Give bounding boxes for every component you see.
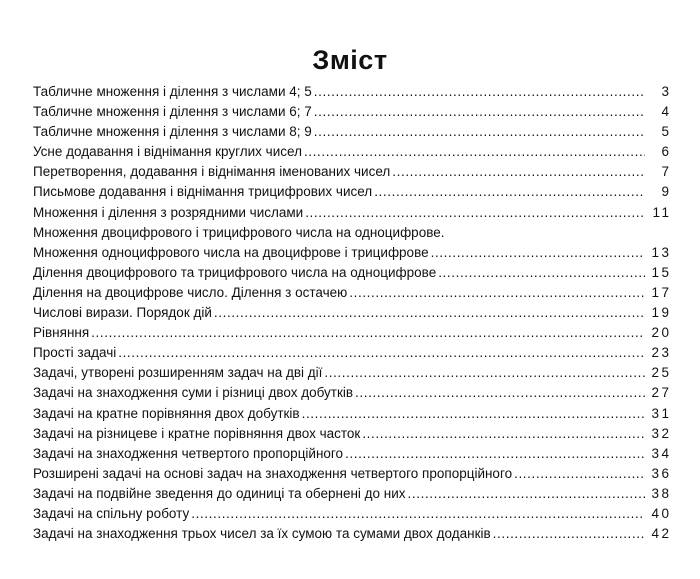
dot-leader	[362, 424, 644, 444]
dot-leader	[214, 303, 645, 323]
toc-entry-title: Задачі на різницеве і кратне порівняння двох часток	[33, 425, 361, 441]
toc-entry	[33, 303, 672, 323]
toc-page-number: 3	[661, 84, 672, 99]
toc-entry-title: Табличне множення і ділення з числами 4; 5	[33, 84, 312, 99]
toc-entry-title: Усне додавання і віднімання круглих чисел	[33, 144, 302, 160]
toc-page-number: 13	[651, 244, 672, 260]
toc-entry-title: Множення одноцифрового числа на двоцифрове і трицифрове	[33, 244, 429, 260]
toc-page-number: 20	[651, 325, 672, 341]
toc-entry	[33, 343, 672, 363]
table-of-contents	[33, 82, 672, 544]
dot-leader	[408, 484, 645, 504]
toc-entry-title: Числові вирази. Порядок дій	[33, 305, 212, 321]
dot-leader	[392, 162, 644, 182]
toc-entry-title: Множення двоцифрового і трицифрового числа на одноцифрове.	[33, 224, 445, 240]
dot-leader	[324, 363, 644, 383]
toc-entry-title: Задачі, утворені розширенням задач на дві дії	[33, 365, 323, 381]
toc-entry-title: Задачі на знаходження суми і різниці двох добутків	[33, 385, 354, 401]
toc-page-number: 32	[651, 425, 672, 441]
toc-page-number: 25	[651, 365, 672, 381]
toc-entry	[33, 484, 672, 504]
toc-entry-title: Табличне множення і ділення з числами 6; 7	[33, 104, 312, 120]
toc-page-number: 42	[651, 526, 672, 542]
dot-leader	[118, 343, 644, 363]
toc-page-number: 15	[651, 264, 672, 280]
toc-entry	[33, 243, 672, 263]
toc-entry	[33, 464, 672, 484]
toc-page-number: 19	[651, 305, 672, 321]
toc-entry-title: Задачі на знаходження трьох чисел за їх сумою та сумами двох доданків	[33, 526, 491, 542]
toc-entry-title: Табличне множення і ділення з числами 8; 9	[33, 124, 312, 140]
toc-page-number: 6	[661, 144, 672, 160]
dot-leader	[355, 383, 644, 403]
toc-entry	[33, 142, 672, 162]
toc-page-number: 31	[651, 405, 672, 421]
toc-entry-title: Множення і ділення з розрядними числами	[33, 204, 304, 220]
toc-entry	[33, 263, 672, 283]
toc-entry-title: Розширені задачі на основі задач на знаходження четвертого пропорційного	[33, 465, 513, 481]
dot-leader	[314, 82, 645, 102]
toc-entry-title: Задачі на кратне порівняння двох добутків	[33, 405, 300, 421]
toc-entry	[33, 82, 672, 102]
dot-leader	[191, 504, 644, 524]
toc-entry	[33, 383, 672, 403]
toc-entry-title: Ділення на двоцифрове число. Ділення з остачею	[33, 284, 348, 300]
toc-entry	[33, 283, 672, 303]
toc-entry	[33, 404, 672, 424]
dot-leader	[314, 122, 645, 142]
toc-page-number: 9	[661, 184, 672, 200]
toc-entry-title: Задачі на подвійне зведення до одиниці та обернені до них	[33, 485, 406, 501]
toc-page-number: 4	[661, 104, 672, 120]
toc-page-number: 5	[661, 124, 672, 140]
dot-leader	[514, 464, 644, 484]
toc-page-number: 36	[651, 465, 672, 481]
dot-leader	[349, 283, 644, 303]
dot-leader	[345, 444, 644, 464]
toc-entry	[33, 122, 672, 142]
toc-page-number: 17	[651, 284, 672, 300]
toc-entry	[33, 504, 672, 524]
toc-entry	[33, 203, 672, 223]
toc-entry	[33, 182, 672, 202]
toc-entry	[33, 102, 672, 122]
toc-page-number: 23	[651, 345, 672, 361]
toc-page-number: 38	[651, 485, 672, 501]
toc-page-number: 11	[652, 204, 672, 220]
toc-entry	[33, 444, 672, 464]
dot-leader	[438, 263, 644, 283]
dot-leader	[493, 524, 645, 544]
toc-entry	[33, 223, 669, 243]
toc-entry-title: Задачі на спільну роботу	[33, 505, 190, 521]
toc-entry	[33, 323, 672, 343]
dot-leader	[91, 323, 644, 343]
dot-leader	[302, 404, 645, 424]
toc-entry	[33, 363, 672, 383]
dot-leader	[304, 142, 645, 162]
toc-page-number: 34	[651, 445, 672, 461]
toc-page-number: 27	[651, 385, 672, 401]
toc-page-number: 7	[661, 164, 672, 180]
dot-leader	[314, 102, 645, 122]
dot-leader	[374, 182, 644, 202]
toc-entry	[33, 162, 672, 182]
toc-page-number: 40	[651, 505, 672, 521]
toc-entry-title: Перетворення, додавання і віднімання іменованих чисел	[33, 164, 391, 180]
dot-leader	[305, 203, 644, 223]
page-title: Зміст	[312, 45, 388, 75]
dot-leader	[431, 243, 645, 263]
toc-entry	[33, 424, 672, 444]
toc-entry-title: Рівняння	[33, 325, 90, 341]
toc-entry	[33, 524, 672, 544]
toc-entry-title: Письмове додавання і віднімання трицифрових чисел	[33, 184, 373, 200]
toc-entry-title: Ділення двоцифрового та трицифрового числа на одноцифрове	[33, 264, 437, 280]
toc-entry-title: Прості задачі	[33, 345, 117, 361]
toc-entry-title: Задачі на знаходження четвертого пропорційного	[33, 445, 344, 461]
